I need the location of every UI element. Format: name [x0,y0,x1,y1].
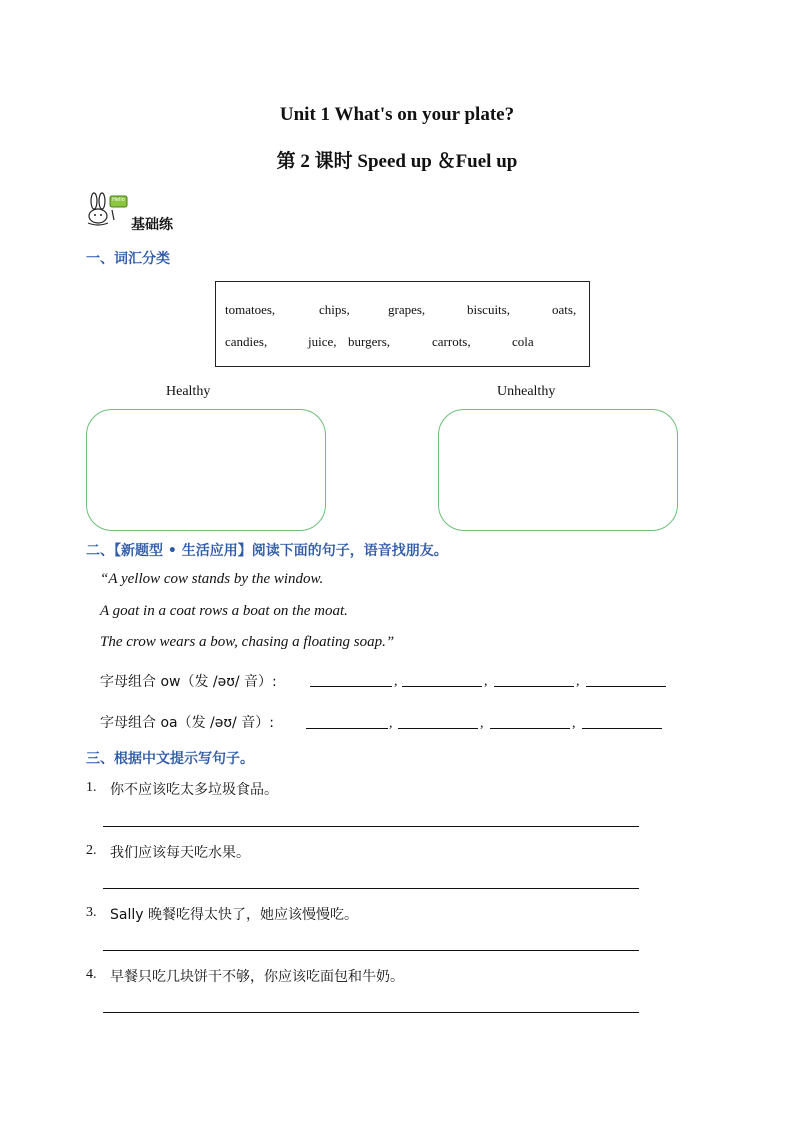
word-item: oats, [552,302,577,317]
passage-line: “A yellow cow stands by the window. [100,571,324,587]
separator: , [572,716,576,731]
unhealthy-label: Unhealthy [497,384,556,399]
oa-blank-4[interactable] [582,728,662,729]
unhealthy-answer-box[interactable] [438,409,678,531]
separator: , [480,716,484,731]
separator: , [576,674,580,689]
passage-line: The crow wears a bow, chasing a floating soap.” [100,634,395,650]
item-number: 1. [86,780,97,795]
section3-heading: 三、根据中文提示写句子。 [86,751,254,767]
word-item: tomatoes, [225,302,276,317]
ow-blank-3[interactable] [494,686,574,687]
word-item: juice, [308,334,337,349]
answer-line-1[interactable] [103,826,639,827]
item-prompt: Sally 晚餐吃得太快了，她应该慢慢吃。 [110,907,358,923]
word-item: carrots, [432,334,471,349]
healthy-answer-box[interactable] [86,409,326,531]
answer-line-4[interactable] [103,1012,639,1013]
page-title: Unit 1 What's on your plate? [279,104,515,125]
word-item: grapes, [388,302,426,317]
word-item: cola [512,334,534,349]
item-prompt: 早餐只吃几块饼干不够，你应该吃面包和牛奶。 [110,969,404,985]
word-item: chips, [319,302,350,317]
word-item: candies, [225,334,268,349]
word-bank-box [215,281,590,367]
passage-line: A goat in a coat rows a boat on the moat. [100,603,348,619]
healthy-label: Healthy [166,384,211,399]
section1-heading: 一、词汇分类 [86,251,170,267]
item-number: 2. [86,843,97,858]
separator: , [394,674,398,689]
word-item: burgers, [348,334,391,349]
oa-blank-1[interactable] [306,728,388,729]
ow-row-label: 字母组合 ow（发 /əʊ/ 音）: [100,674,277,690]
ow-blank-1[interactable] [310,686,392,687]
item-prompt: 我们应该每天吃水果。 [110,845,250,861]
item-number: 3. [86,905,97,920]
lesson-subtitle: 第 2 课时 Speed up ＆Fuel up [276,151,518,172]
oa-row-label: 字母组合 oa（发 /əʊ/ 音）: [100,715,274,731]
oa-blank-2[interactable] [398,728,478,729]
answer-line-2[interactable] [103,888,639,889]
section2-heading: 二、【新题型 • 生活应用】阅读下面的句子，语音找朋友。 [86,543,448,559]
ow-blank-4[interactable] [586,686,666,687]
item-prompt: 你不应该吃太多垃圾食品。 [110,782,278,798]
oa-blank-3[interactable] [490,728,570,729]
ow-blank-2[interactable] [402,686,482,687]
badge-sign-text: Hello [112,197,125,203]
separator: , [484,674,488,689]
separator: , [389,716,393,731]
badge-label: 基础练 [131,217,173,233]
word-item: biscuits, [467,302,510,317]
answer-line-3[interactable] [103,950,639,951]
item-number: 4. [86,967,97,982]
